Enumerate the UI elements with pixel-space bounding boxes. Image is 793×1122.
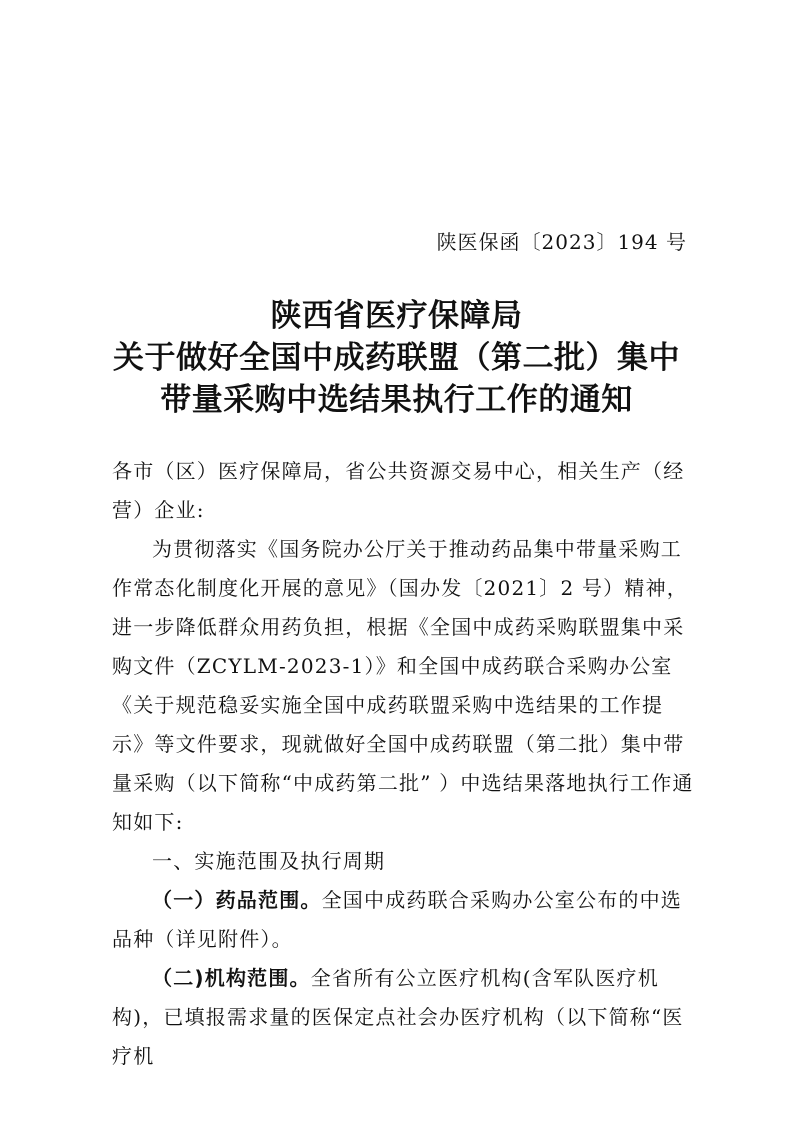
item-2-text: 全省所有公立医疗机构(含军队医疗机构)，已填报需求量的医保定点社会办医疗机构（以下简称“医疗机	[112, 966, 684, 1068]
item-2-paragraph	[112, 959, 694, 1076]
title-line-2: 关于做好全国中成药联盟（第二批）集中	[113, 340, 680, 376]
document-title	[0, 295, 793, 421]
title-line-1: 陕西省医疗保障局	[270, 298, 523, 334]
document-body	[112, 452, 694, 1076]
section-1-heading: 一、实施范围及执行周期	[152, 849, 386, 873]
addressee-paragraph: 各市（区）医疗保障局，省公共资源交易中心，相关生产（经营）企业:	[112, 459, 685, 522]
document-number: 陕医保函〔2023〕194 号	[436, 230, 687, 254]
title-line-3: 带量采购中选结果执行工作的通知	[160, 382, 633, 418]
item-2-title: （二)机构范围。	[152, 966, 311, 990]
item-1-text: 全国中成药联合采购办公室公布的中选品种（详见附件）。	[112, 888, 683, 951]
item-1-paragraph	[112, 881, 694, 959]
item-1-title: （一）药品范围。	[152, 888, 322, 912]
intro-paragraph: 为贯彻落实《国务院办公厅关于推动药品集中带量采购工作常态化制度化开展的意见》（国办发〔2021〕2 号）精神，进一步降低群众用药负担，根据《全国中成药采购联盟集中采购文件（ZCYLM-2023-1）》和全国中成药联合采购办公室《关于规范稳妥实施全国中成药联盟采购中选结果的工作提示》等文件要求，现就做好全国中成药联盟（第二批）集中带量采购（以下简称“中成药第二批” ）中选结果落地执行工作通知如下:	[112, 537, 694, 834]
